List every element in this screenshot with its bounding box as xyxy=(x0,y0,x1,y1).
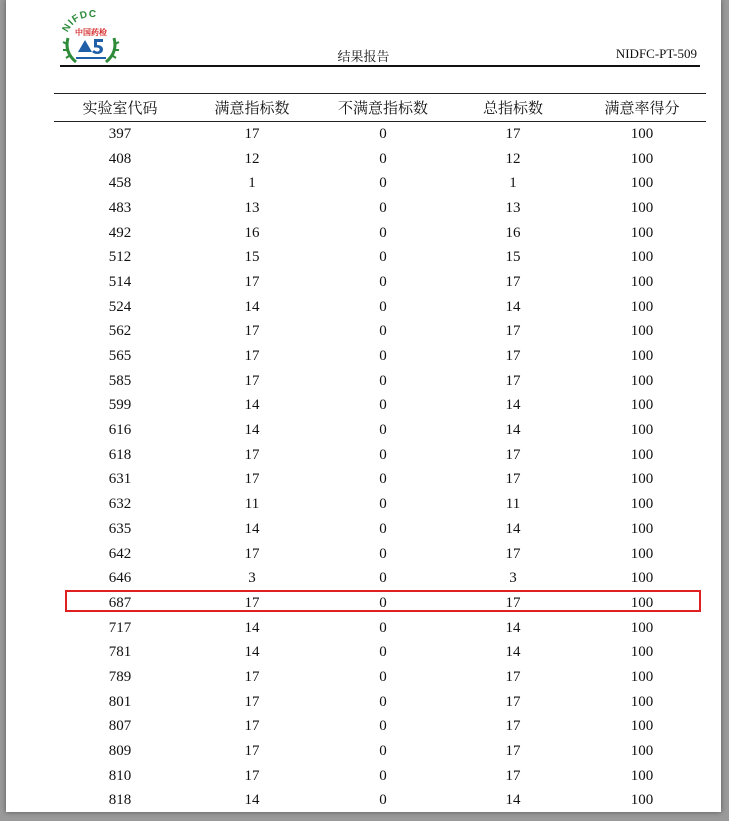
cell-unsatisfied-count: 0 xyxy=(379,693,387,710)
cell-satisfaction-score: 100 xyxy=(630,125,654,142)
cell-lab-code: 585 xyxy=(108,372,132,389)
cell-satisfied-count: 17 xyxy=(244,545,260,562)
table-row xyxy=(54,542,706,567)
cell-unsatisfied-count: 0 xyxy=(379,570,387,587)
cell-satisfied-count: 17 xyxy=(244,594,260,611)
col-satisfied-count: 满意指标数 xyxy=(214,99,290,117)
cell-satisfied-count: 17 xyxy=(244,471,260,488)
cell-total-count: 17 xyxy=(505,668,521,685)
table-row xyxy=(54,147,706,172)
cell-lab-code: 807 xyxy=(108,718,132,735)
cell-unsatisfied-count: 0 xyxy=(379,767,387,784)
cell-lab-code: 562 xyxy=(108,323,132,340)
table-row xyxy=(54,690,706,715)
cell-lab-code: 632 xyxy=(108,496,132,513)
cell-satisfied-count: 14 xyxy=(244,298,260,315)
cell-satisfied-count: 14 xyxy=(244,520,260,537)
cell-unsatisfied-count: 0 xyxy=(379,125,387,142)
table-row xyxy=(54,344,706,369)
cell-lab-code: 801 xyxy=(108,693,132,710)
table-row xyxy=(54,369,706,394)
cell-satisfied-count: 15 xyxy=(244,249,260,266)
cell-unsatisfied-count: 0 xyxy=(379,249,387,266)
cell-lab-code: 599 xyxy=(108,397,132,414)
cell-total-count: 13 xyxy=(505,199,521,216)
cell-unsatisfied-count: 0 xyxy=(379,298,387,315)
table-row xyxy=(54,443,706,468)
cell-satisfied-count: 11 xyxy=(244,496,260,513)
table-row xyxy=(54,196,706,221)
cell-satisfaction-score: 100 xyxy=(630,520,654,537)
cell-unsatisfied-count: 0 xyxy=(379,397,387,414)
cell-total-count: 11 xyxy=(505,496,521,513)
cell-lab-code: 512 xyxy=(108,249,132,266)
cell-satisfaction-score: 100 xyxy=(630,372,654,389)
cell-unsatisfied-count: 0 xyxy=(379,446,387,463)
logo-cn-text: 中国药检 xyxy=(75,28,107,37)
cell-unsatisfied-count: 0 xyxy=(379,224,387,241)
col-total-count: 总指标数 xyxy=(482,99,543,117)
cell-lab-code: 810 xyxy=(108,767,132,784)
cell-lab-code: 514 xyxy=(108,273,132,290)
cell-total-count: 17 xyxy=(505,348,521,365)
cell-unsatisfied-count: 0 xyxy=(379,471,387,488)
cell-satisfaction-score: 100 xyxy=(630,348,654,365)
cell-unsatisfied-count: 0 xyxy=(379,668,387,685)
cell-lab-code: 492 xyxy=(108,224,132,241)
cell-satisfaction-score: 100 xyxy=(630,323,654,340)
cell-lab-code: 458 xyxy=(108,175,132,192)
cell-unsatisfied-count: 0 xyxy=(379,718,387,735)
cell-unsatisfied-count: 0 xyxy=(379,273,387,290)
cell-lab-code: 616 xyxy=(108,422,132,439)
cell-total-count: 17 xyxy=(505,323,521,340)
table-row xyxy=(54,171,706,196)
cell-total-count: 17 xyxy=(505,125,521,142)
cell-total-count: 14 xyxy=(505,619,521,636)
table-row xyxy=(54,715,706,740)
cell-total-count: 14 xyxy=(505,792,521,809)
cell-satisfied-count: 17 xyxy=(244,273,260,290)
report-title: 结果报告 xyxy=(337,50,390,65)
table-row xyxy=(54,789,706,812)
table-row xyxy=(54,394,706,419)
document-code: NIDFC-PT-509 xyxy=(615,46,697,61)
col-satisfaction-score: 满意率得分 xyxy=(604,99,680,117)
cell-lab-code: 687 xyxy=(108,594,132,611)
cell-lab-code: 631 xyxy=(108,471,132,488)
cell-total-count: 15 xyxy=(505,249,521,266)
col-unsatisfied-count: 不满意指标数 xyxy=(337,99,428,117)
cell-lab-code: 408 xyxy=(108,150,132,167)
cell-unsatisfied-count: 0 xyxy=(379,792,387,809)
cell-satisfied-count: 17 xyxy=(244,743,260,760)
cell-unsatisfied-count: 0 xyxy=(379,520,387,537)
cell-satisfaction-score: 100 xyxy=(630,446,654,463)
cell-satisfaction-score: 100 xyxy=(630,668,654,685)
cell-unsatisfied-count: 0 xyxy=(379,422,387,439)
cell-satisfied-count: 14 xyxy=(244,792,260,809)
cell-satisfied-count: 14 xyxy=(244,397,260,414)
logo-org-text: NIFDC xyxy=(60,8,98,35)
cell-total-count: 14 xyxy=(505,422,521,439)
cell-unsatisfied-count: 0 xyxy=(379,175,387,192)
cell-satisfaction-score: 100 xyxy=(630,693,654,710)
cell-satisfied-count: 14 xyxy=(244,619,260,636)
table-row xyxy=(54,764,706,789)
cell-total-count: 17 xyxy=(505,718,521,735)
table-row xyxy=(54,270,706,295)
cell-satisfied-count: 17 xyxy=(244,323,260,340)
cell-total-count: 17 xyxy=(505,273,521,290)
cell-satisfied-count: 1 xyxy=(248,175,256,192)
table-row xyxy=(54,122,706,147)
cell-satisfied-count: 17 xyxy=(244,125,260,142)
cell-total-count: 12 xyxy=(505,150,521,167)
cell-total-count: 17 xyxy=(505,767,521,784)
cell-satisfaction-score: 100 xyxy=(630,743,654,760)
cell-unsatisfied-count: 0 xyxy=(379,496,387,513)
table-row xyxy=(54,221,706,246)
cell-satisfaction-score: 100 xyxy=(630,644,654,661)
header-divider xyxy=(60,65,700,67)
cell-lab-code: 642 xyxy=(108,545,132,562)
cell-satisfied-count: 14 xyxy=(244,644,260,661)
table-row xyxy=(54,640,706,665)
cell-lab-code: 717 xyxy=(108,619,132,636)
cell-satisfied-count: 17 xyxy=(244,693,260,710)
cell-unsatisfied-count: 0 xyxy=(379,619,387,636)
cell-satisfaction-score: 100 xyxy=(630,792,654,809)
cell-satisfaction-score: 100 xyxy=(630,397,654,414)
cell-lab-code: 618 xyxy=(108,446,132,463)
cell-satisfied-count: 17 xyxy=(244,446,260,463)
results-table xyxy=(54,93,706,812)
cell-satisfied-count: 13 xyxy=(244,199,260,216)
cell-satisfaction-score: 100 xyxy=(630,175,654,192)
table-row xyxy=(54,245,706,270)
cell-satisfaction-score: 100 xyxy=(630,619,654,636)
table-header xyxy=(54,93,706,122)
cell-satisfaction-score: 100 xyxy=(630,471,654,488)
cell-total-count: 1 xyxy=(509,175,517,192)
cell-satisfied-count: 3 xyxy=(248,570,256,587)
cell-total-count: 17 xyxy=(505,446,521,463)
table-row xyxy=(54,468,706,493)
cell-satisfaction-score: 100 xyxy=(630,767,654,784)
cell-total-count: 17 xyxy=(505,693,521,710)
cell-lab-code: 635 xyxy=(108,520,132,537)
cell-lab-code: 565 xyxy=(108,348,132,365)
cell-unsatisfied-count: 0 xyxy=(379,150,387,167)
col-lab-code: 实验室代码 xyxy=(82,99,158,117)
cell-total-count: 17 xyxy=(505,594,521,611)
cell-satisfaction-score: 100 xyxy=(630,422,654,439)
cell-total-count: 17 xyxy=(505,372,521,389)
cell-lab-code: 818 xyxy=(108,792,132,809)
table-row xyxy=(54,739,706,764)
table-row xyxy=(54,295,706,320)
cell-satisfied-count: 17 xyxy=(244,767,260,784)
cell-satisfaction-score: 100 xyxy=(630,545,654,562)
cell-total-count: 17 xyxy=(505,471,521,488)
cell-unsatisfied-count: 0 xyxy=(379,199,387,216)
cell-unsatisfied-count: 0 xyxy=(379,545,387,562)
cell-total-count: 16 xyxy=(505,224,521,241)
cell-unsatisfied-count: 0 xyxy=(379,644,387,661)
cell-unsatisfied-count: 0 xyxy=(379,323,387,340)
table-row xyxy=(54,517,706,542)
report-page xyxy=(6,0,721,812)
cell-satisfaction-score: 100 xyxy=(630,298,654,315)
cell-satisfaction-score: 100 xyxy=(630,199,654,216)
cell-satisfaction-score: 100 xyxy=(630,570,654,587)
cell-total-count: 14 xyxy=(505,397,521,414)
cell-satisfied-count: 17 xyxy=(244,372,260,389)
table-row xyxy=(54,418,706,443)
cell-total-count: 3 xyxy=(509,570,517,587)
cell-satisfied-count: 17 xyxy=(244,668,260,685)
cell-satisfaction-score: 100 xyxy=(630,594,654,611)
cell-satisfied-count: 17 xyxy=(244,348,260,365)
cell-satisfied-count: 12 xyxy=(244,150,260,167)
cell-satisfaction-score: 100 xyxy=(630,150,654,167)
cell-satisfaction-score: 100 xyxy=(630,224,654,241)
cell-unsatisfied-count: 0 xyxy=(379,372,387,389)
table-row xyxy=(54,492,706,517)
cell-lab-code: 781 xyxy=(108,644,132,661)
cell-unsatisfied-count: 0 xyxy=(379,348,387,365)
cell-lab-code: 397 xyxy=(108,125,132,142)
table-row xyxy=(54,566,706,591)
cell-satisfaction-score: 100 xyxy=(630,718,654,735)
cell-satisfaction-score: 100 xyxy=(630,273,654,290)
cell-satisfied-count: 17 xyxy=(244,718,260,735)
table-row xyxy=(54,616,706,641)
cell-lab-code: 646 xyxy=(108,570,132,587)
table-row xyxy=(54,591,706,616)
table-row xyxy=(54,320,706,345)
cell-total-count: 14 xyxy=(505,644,521,661)
cell-total-count: 17 xyxy=(505,743,521,760)
cell-total-count: 14 xyxy=(505,298,521,315)
table-body xyxy=(54,122,706,812)
cell-satisfaction-score: 100 xyxy=(630,496,654,513)
cell-total-count: 17 xyxy=(505,545,521,562)
cell-lab-code: 524 xyxy=(108,298,132,315)
cell-unsatisfied-count: 0 xyxy=(379,594,387,611)
cell-lab-code: 809 xyxy=(108,743,132,760)
cell-lab-code: 483 xyxy=(108,199,132,216)
cell-satisfied-count: 14 xyxy=(244,422,260,439)
table-row xyxy=(54,665,706,690)
cell-lab-code: 789 xyxy=(108,668,132,685)
cell-satisfied-count: 16 xyxy=(244,224,260,241)
cell-total-count: 14 xyxy=(505,520,521,537)
cell-satisfaction-score: 100 xyxy=(630,249,654,266)
cell-unsatisfied-count: 0 xyxy=(379,743,387,760)
